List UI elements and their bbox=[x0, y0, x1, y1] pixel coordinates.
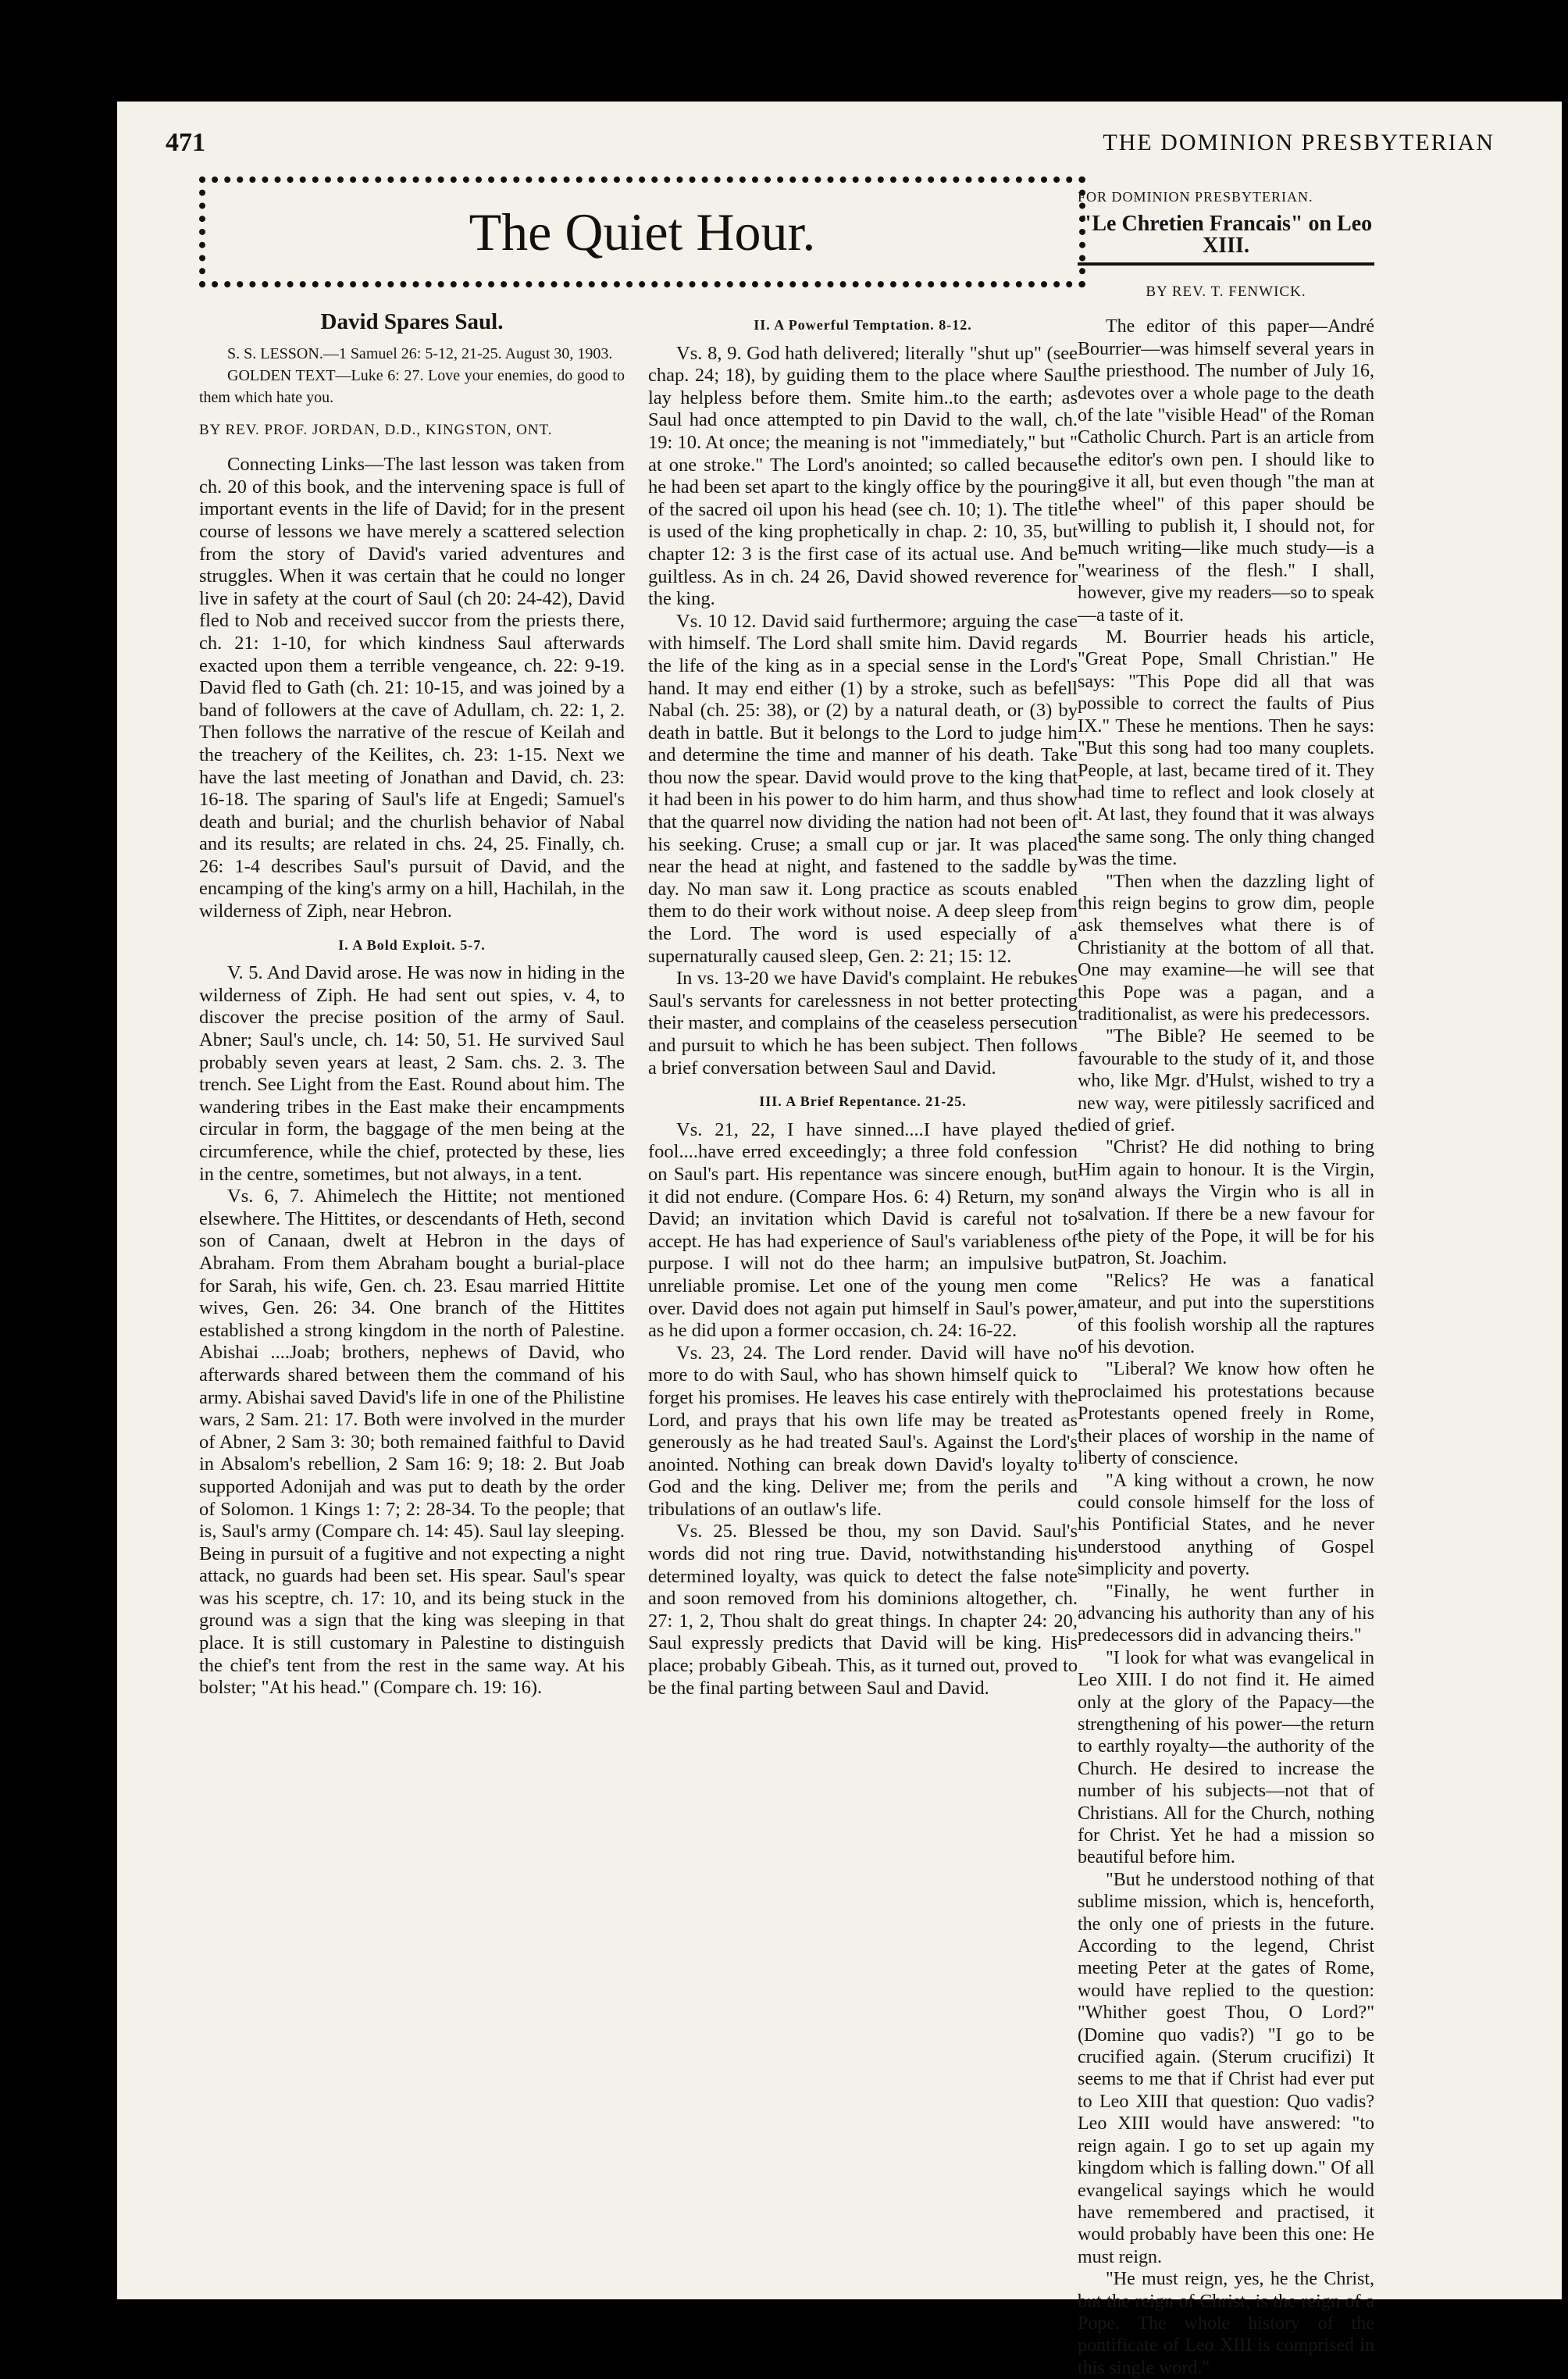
article-paragraph: "I look for what was evangelical in Leo XIII. I do not find it. He aimed only at the glory of the Papacy—the strengthening of his power—the return to earthly royalty—the authority of the Church. He desired to increase the number of his subjects—not that of Christians. All for the Church, nothing for Christ. Yet he had a mission so beautiful before him. bbox=[1078, 1647, 1374, 1868]
running-header bbox=[117, 122, 1562, 161]
section-heading-1: I. A Bold Exploit. 5-7. bbox=[338, 936, 486, 953]
column-2 bbox=[648, 311, 1078, 1700]
lesson-byline: BY REV. PROF. JORDAN, D.D., KINGSTON, ONT. bbox=[199, 421, 553, 438]
lesson-reference: S. S. LESSON.—1 Samuel 26: 5-12, 21-25. August 30, 1903. bbox=[227, 344, 613, 362]
section-heading-3: III. A Brief Repentance. 21-25. bbox=[759, 1093, 967, 1110]
column-3 bbox=[1078, 186, 1374, 2379]
paragraph-v13-20: In vs. 13-20 we have David's complaint. He rebukes Saul's servants for carelessness in not better protecting their master, and complains of the ceaseless persecution and pursuit to which he has been subject. Then follows a brief conversation between Saul and David. bbox=[648, 968, 1078, 1079]
article-paragraph: "Then when the dazzling light of this reign begins to grow dim, people ask themselves what there is of Christianity at the bottom of all that. One may examine—he will see that this Pope was a pagan, and a traditionalist, as were his predecessors. bbox=[1078, 871, 1374, 1025]
paragraph-v5: V. 5. And David arose. He was now in hiding in the wilderness of Ziph. He had sent out spies, v. 4, to discover the precise position of the army of Saul. Abner; Saul's uncle, ch. 14: 50, 51. He survived Saul probably seven years at least, 2 Sam. chs. 2. 3. The trench. See Light from the East. Round about him. The wandering tribes in the East make their encampments circular in form, the baggage of the men being at the circumference, while the chief, protected by these, lies in the centre, sometimes, but not always, in a tent. bbox=[199, 962, 625, 1185]
column-1 bbox=[199, 311, 625, 1700]
article-paragraph: "Finally, he went further in advancing his authority than any of his predecessors did in advancing theirs." bbox=[1078, 1581, 1374, 1646]
article-title: "Le Chretien Francais" on Leo XIII. bbox=[1079, 211, 1373, 259]
paragraph-v6-7: Vs. 6, 7. Ahimelech the Hittite; not mentioned elsewhere. The Hittites, or descendants of Heth, second son of Canaan, dwelt at Hebron in the days of Abraham. From them Abraham bought a burial-place for Sarah, his wife, Gen. ch. 23. Esau married Hittite wives, Gen. 26: 34. One branch of the Hittites established a strong kingdom in the north of Palestine. Abishai ....Joab; brothers, nephews of David, who afterwards shared between them the command of his army. Abishai saved David's life in one of the Philistine wars, 2 Sam. 21: 17. Both were involved in the murder of Abner, 2 Sam 3: 30; both remained faithful to David in Absalom's rebellion, 2 Sam 16: 9; 18: 2. But Joab supported Adonijah and was put to death by the order of Solomon. 1 Kings 1: 7; 2: 28-34. To the people; that is, Saul's army (Compare ch. 14: 45). Saul lay sleeping. Being in pursuit of a fugitive and not expecting a night attack, no guards had been set. His spear. Saul's spear was his sceptre, ch. 17: 10, and its being stuck in the ground was a sign that the king was sleeping in that place. It is still customary in Palestine to distinguish the chief's tent from the rest in the same way. At his bolster; "At his head." (Compare ch. 19: 16). bbox=[199, 1186, 625, 1699]
article-paragraph: "The Bible? He seemed to be favourable to the study of it, and those who, like Mgr. d'Hulst, wished to try a new way, were pitilessly sacrificed and died of grief. bbox=[1078, 1026, 1374, 1136]
page-number: 471 bbox=[166, 128, 205, 157]
article-paragraph: "But he understood nothing of that sublime mission, which is, henceforth, the only one of priests in the future. According to the legend, Christ meeting Peter at the gates of Rome, would have replied to the question: "Whither goest Thou, O Lord?" (Domine quo vadis?) "I go to be crucified again. (Sterum crucifizi) It seems to me that if Christ had ever put to Leo XIII that question: Quo vadis? Leo XIII would have answered: "to reign again. I go to set up again my kingdom which is falling down." Of all evangelical sayings which he would have remembered and practised, it would probably have been this one: He must reign. bbox=[1078, 1869, 1374, 2267]
section-title: The Quiet Hour. bbox=[469, 202, 816, 262]
paragraph-v10-12: Vs. 10 12. David said furthermore; arguing the case with himself. The Lord shall smite him. David regards the life of the king as in a special sense in the Lord's hand. It may end either (1) by a stroke, such as befell Nabal (ch. 25: 38), or (2) by a natural death, or (3) by death in battle. But it belongs to the Lord to judge him and determine the time and manner of his death. Take thou now the spear. David would prove to the king that it had been in his power to do him harm, and thus show that the quarrel now dividing the nation had not been of his seeking. Cruse; a small cup or jar. It was placed near the head at night, and fastened to the saddle by day. No man saw it. Long practice as scouts enabled them to do their work without noise. A deep sleep from the Lord. The word is used especially of a supernaturally caused sleep, Gen. 2: 21; 15: 12. bbox=[648, 610, 1078, 967]
article-paragraph: The editor of this paper—André Bourrier—was himself several years in the priesthood. The number of July 16, devotes over a whole page to the death of the late "visible Head" of the Roman Catholic Church. Part is an article from the editor's own pen. I should like to give it all, but even though "the man at the wheel" of this paper should be willing to publish it, I should not, for much writing—like much study—is a "weariness of the flesh." I shall, however, give my readers—so to speak—a taste of it. bbox=[1078, 316, 1374, 626]
article-paragraph: "Liberal? We know how often he proclaimed his protestations because Protestants opened freely in Rome, their places of worship in the name of liberty of conscience. bbox=[1078, 1359, 1374, 1469]
paragraph-v23-24: Vs. 23, 24. The Lord render. David will have no more to do with Saul, who has shown himself quick to forget his promises. He leaves his case entirely with the Lord, and prays that his own life may be treated as generously as he had treated Saul's. Against the Lord's anointed. Nothing can break down David's loyalty to God and the king. Deliver me; from the perils and tribulations of an outlaw's life. bbox=[648, 1342, 1078, 1520]
article-paragraph: "Christ? He did nothing to bring Him again to honour. It is the Virgin, and always the Virgin who is all in salvation. If there be a new favour for the piety of the Pope, it will be for his patron, St. Joachim. bbox=[1078, 1137, 1374, 1269]
golden-text: GOLDEN TEXT—Luke 6: 27. Love your enemies, do good to them which hate you. bbox=[199, 366, 625, 406]
paragraph-v8-9: Vs. 8, 9. God hath delivered; literally "shut up" (see chap. 24; 18), by guiding them to the place where Saul lay helpless before them. Smite him..to the earth; as Saul had once attempted to pin David to the wall, ch. 19: 10. At once; the meaning is not "immediately," but " at one stroke." The Lord's anointed; so called because he had been set apart to the kingly office by the pouring of the sacred oil upon his head (see ch. 10; 1). The title is used of the king prophetically in chap. 2: 10, 35, but chapter 12: 3 is the first case of its actual use. And be guiltless. As in ch. 24 26, David showed reverence for the king. bbox=[648, 342, 1078, 610]
article-paragraph: "A king without a crown, he now could console himself for the loss of his Pontificial States, and he never understood anything of Gospel simplicity and poverty. bbox=[1078, 1470, 1374, 1580]
paragraph-v25: Vs. 25. Blessed be thou, my son David. Saul's words did not ring true. David, notwithstanding his determined loyalty, was quick to detect the false note and soon removed from his dominions altogether, ch. 27: 1, 2, Thou shalt do great things. In chapter 24: 20, Saul expressly predicts that David will be king. His place; probably Gibeah. This, as it turned out, proved to be the final parting between Saul and David. bbox=[648, 1521, 1078, 1699]
article-paragraph: "Relics? He was a fanatical amateur, and put into the superstitions of this foolish worship all the raptures of his devotion. bbox=[1078, 1270, 1374, 1358]
article-paragraph: "He must reign, yes, he the Christ, but the reign of Christ, is the reign of a Pope. The whole history of the pontificate of Leo XIII is comprised in this single word." bbox=[1078, 2269, 1374, 2378]
article-body bbox=[1078, 316, 1374, 2379]
section-banner bbox=[199, 177, 1085, 287]
article-byline: BY REV. T. FENWICK. bbox=[1146, 283, 1306, 300]
journal-title: THE DOMINION PRESBYTERIAN bbox=[1103, 130, 1495, 155]
article-kicker: FOR DOMINION PRESBYTERIAN. bbox=[1078, 189, 1313, 205]
lesson-intro: Connecting Links—The last lesson was taken from ch. 20 of this book, and the intervening space is full of important events in the life of David; for in the present course of lessons we have merely a scattered selection from the story of David's varied adventures and struggles. When it was certain that he could no longer live in safety at the court of Saul (ch 20: 24-42), David fled to Nob and received succor from the priests there, ch. 21: 1-10, for which kindness Saul afterwards exacted upon them a terrible vengeance, ch. 22: 9-19. David fled to Gath (ch. 21: 10-15, and was joined by a band of followers at the cave of Adullam, ch. 22: 1, 2. Then follows the narrative of the rescue of Keilah and the treachery of the Keilites, ch. 23: 1-15. Next we have the last meeting of Jonathan and David, ch. 23: 16-18. The sparing of Saul's life at Engedi; Samuel's death and burial; and the churlish behavior of Nabal and its results; are related in chs. 24, 25. Finally, ch. 26: 1-4 describes Saul's pursuit of David, and the encamping of the king's army on a hill, Hachilah, in the wilderness of Ziph, near Hebron. bbox=[199, 454, 625, 922]
title-rule bbox=[1078, 262, 1374, 266]
lesson-title: David Spares Saul. bbox=[320, 309, 504, 334]
article-paragraph: M. Bourrier heads his article, "Great Pope, Small Christian." He says: "This Pope did all that was possible to correct the faults of Pius IX." These he mentions. Then he says: "But this song had too many couplets. People, at last, became tired of it. They had time to reflect and look closely at it. At last, they found that it was always the same song. The only thing changed was the time. bbox=[1078, 627, 1374, 870]
section-heading-2: II. A Powerful Temptation. 8-12. bbox=[754, 317, 972, 333]
paragraph-v21-22: Vs. 21, 22, I have sinned....I have played the fool....have erred exceedingly; a three fold confession on Saul's part. His repentance was sincere enough, but it did not endure. (Compare Hos. 6: 4) Return, my son David; an invitation which David is careful not to accept. He has had experience of Saul's variableness of purpose. I will not do thee harm; an impulsive but unreliable promise. Let one of the young men come over. David does not again put himself in Saul's power, as he did upon a former occasion, ch. 24: 16-22. bbox=[648, 1118, 1078, 1342]
newspaper-page bbox=[117, 102, 1562, 2378]
